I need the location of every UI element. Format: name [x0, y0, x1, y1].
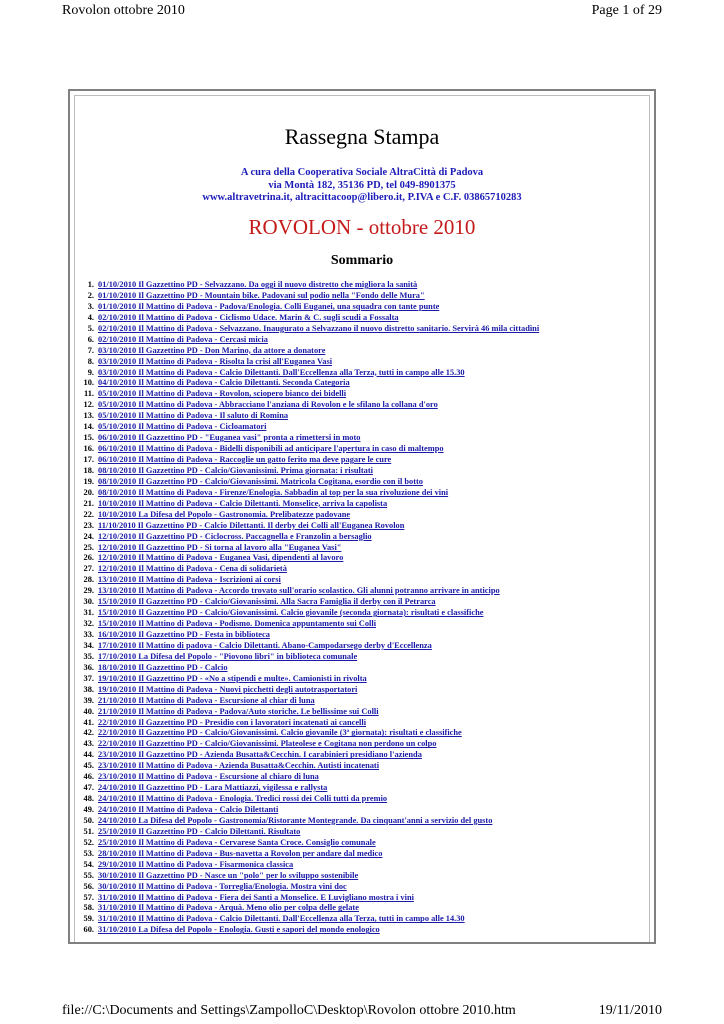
toc-item-link[interactable]: 01/10/2010 Il Mattino di Padova - Padova/Enologia. Colli Euganei, una squadra con tante punte: [98, 301, 440, 311]
toc-item: [76, 302, 636, 313]
toc-item-link[interactable]: 31/10/2010 Il Mattino di Padova - Arquà. Meno olio per colpa delle gelate: [98, 903, 359, 913]
toc-item-link[interactable]: 21/10/2010 Il Mattino di Padova - Padova/Auto storiche. Le bellissime sui Colli: [98, 706, 379, 716]
toc-item-link[interactable]: 31/10/2010 Il Mattino di Padova - Fiera dei Santi a Monselice. E Luvigliano mostra i vini: [98, 892, 414, 902]
toc-item-number: 29.: [83, 586, 94, 596]
toc-item-link[interactable]: 31/10/2010 Il Mattino di Padova - Calcio Dilettanti. Dall'Eccellenza alla Terza, tutti in campo alle 14.30: [98, 914, 465, 924]
toc-item-link[interactable]: 15/10/2010 Il Gazzettino PD - Calcio/Giovanissimi. Calcio giovanile (seconda giornata): risultati e classifiche: [98, 608, 484, 618]
cooperative-credit: A cura della Cooperativa Sociale AltraCittà di Padova: [240, 167, 484, 178]
toc-item: [76, 696, 636, 707]
toc-item-link[interactable]: 30/10/2010 Il Mattino di Padova - Torreglia/Enologia. Mostra vini doc: [98, 881, 347, 891]
toc-item-number: 46.: [83, 772, 94, 782]
toc-item-link[interactable]: 25/10/2010 Il Mattino di Padova - Cervarese Santa Croce. Consiglio comunale: [98, 837, 376, 847]
toc-item: [76, 827, 636, 838]
toc-item-number: 22.: [83, 509, 94, 519]
toc-item-number: 13.: [83, 411, 94, 421]
toc-item: [76, 553, 636, 564]
toc-item: [76, 794, 636, 805]
toc-item-number: 24.: [83, 531, 94, 541]
toc-item: [76, 903, 636, 914]
toc-item-number: 45.: [83, 761, 94, 771]
toc-item-link[interactable]: 25/10/2010 Il Gazzettino PD - Calcio Dilettanti. Risultato: [98, 826, 301, 836]
toc-item-number: 49.: [83, 805, 94, 814]
toc-item-number: 14.: [83, 422, 94, 432]
toc-item: [76, 805, 636, 816]
toc-item: [76, 411, 636, 422]
toc-item-number: 56.: [83, 881, 94, 891]
toc-item-number: 47.: [83, 783, 94, 793]
toc-item-link[interactable]: 08/10/2010 Il Gazzettino PD - Calcio/Giovanissimi. Matricola Cogitana, esordio con il botto: [98, 476, 423, 486]
toc-item-number: 58.: [83, 903, 94, 913]
toc-item-link[interactable]: 02/10/2010 Il Mattino di Padova - Ciclismo Udace. Marin & C. sugli scudi a Fossalta: [98, 312, 399, 322]
toc-item-number: 33.: [83, 630, 94, 639]
toc-item-link[interactable]: 05/10/2010 Il Mattino di Padova - Il saluto di Romina: [98, 411, 289, 421]
toc-item-link[interactable]: 19/10/2010 Il Mattino di Padova - Nuovi picchetti degli autotrasportatori: [98, 684, 358, 694]
toc-item-number: 16.: [83, 444, 94, 454]
toc-item: [76, 925, 636, 936]
toc-item-link[interactable]: 02/10/2010 Il Mattino di Padova - Cercasi micia: [98, 334, 268, 344]
toc-item: [76, 433, 636, 444]
toc-item: [76, 346, 636, 357]
document-title: Rassegna Stampa: [284, 124, 440, 149]
toc-item-link[interactable]: 17/10/2010 Il Mattino di padova - Calcio Dilettanti. Abano-Campodarsego derby d'Eccellenza: [98, 640, 432, 650]
toc-item-number: 55.: [83, 870, 94, 880]
toc-item-number: 51.: [83, 826, 94, 836]
toc-item: [76, 674, 636, 685]
toc-item-number: 28.: [83, 575, 94, 585]
toc-item: [76, 685, 636, 696]
toc-item-link[interactable]: 12/10/2010 Il Mattino di Padova - Euganea Vasi, dipendenti al lavoro: [98, 553, 344, 563]
toc-item-link[interactable]: 13/10/2010 Il Mattino di Padova - Accordo trovato sull'orario scolastico. Gli alunni potranno arrivare in anticipo: [98, 586, 500, 596]
toc-item-link[interactable]: 06/10/2010 Il Mattino di Padova - Raccoglie un gatto ferito ma deve pagare le cure: [98, 455, 392, 464]
toc-item-number: 19.: [83, 476, 94, 486]
print-footer-date: 19/11/2010: [598, 1003, 662, 1018]
toc-item-number: 6.: [87, 334, 94, 344]
toc-item: [76, 586, 636, 597]
toc-item: [76, 335, 636, 346]
toc-item-link[interactable]: 22/10/2010 Il Gazzettino PD - Presidio con i lavoratori incatenati ai cancelli: [98, 717, 367, 727]
toc-item-link[interactable]: 12/10/2010 Il Mattino di Padova - Cena di solidarietà: [98, 564, 287, 574]
document-subtitle: ROVOLON - ottobre 2010: [248, 215, 476, 239]
toc-item-link[interactable]: 30/10/2010 Il Gazzettino PD - Nasce un "polo" per lo sviluppo sostenibile: [98, 870, 359, 880]
toc-item-number: 35.: [83, 651, 94, 661]
toc-item-link[interactable]: 11/10/2010 Il Gazzettino PD - Calcio Dilettanti. Il derby dei Colli all'Euganea Rovolon: [98, 520, 405, 530]
toc-item: [76, 466, 636, 477]
toc-item: [76, 893, 636, 904]
toc-item-link[interactable]: 03/10/2010 Il Gazzettino PD - Don Marino, da attore a donatore: [98, 345, 326, 355]
toc-item-number: 27.: [83, 564, 94, 574]
toc-item-number: 30.: [83, 597, 94, 607]
toc-item-number: 31.: [83, 608, 94, 618]
toc-item-number: 10.: [83, 378, 94, 388]
toc-item-link[interactable]: 01/10/2010 Il Gazzettino PD - Mountain bike. Padovani sul podio nella "Fondo delle Mura": [98, 290, 425, 300]
toc-item: [76, 882, 636, 893]
toc-item-link[interactable]: 21/10/2010 Il Mattino di Padova - Escursione al chiar di luna: [98, 695, 315, 705]
toc-item-number: 57.: [83, 892, 94, 902]
toc-item: [76, 597, 636, 608]
toc-item-link[interactable]: 15/10/2010 Il Mattino di Padova - Podismo. Domenica appuntamento sui Colli: [98, 619, 377, 629]
toc-item: [76, 357, 636, 368]
toc-item: [76, 521, 636, 532]
toc-item-link[interactable]: 17/10/2010 La Difesa del Popolo - "Piovono libri" in biblioteca comunale: [98, 651, 358, 661]
toc-item-number: 20.: [83, 487, 94, 497]
toc-item-number: 44.: [83, 750, 94, 760]
toc-item-number: 39.: [83, 695, 94, 705]
toc-item: [76, 761, 636, 772]
toc-item-link[interactable]: 10/10/2010 La Difesa del Popolo - Gastronomia. Prelibatezze padovane: [98, 509, 351, 519]
toc-item-number: 25.: [83, 542, 94, 552]
toc-item: [76, 444, 636, 455]
toc-item-link[interactable]: 24/10/2010 Il Mattino di Padova - Enologia. Tredici rossi dei Colli tutti da premio: [98, 794, 388, 804]
toc-item-number: 60.: [83, 925, 94, 935]
toc-item: [76, 422, 636, 433]
toc-item-link[interactable]: 29/10/2010 Il Mattino di Padova - Fisarmonica classica: [98, 859, 294, 869]
toc-item-number: 8.: [87, 356, 94, 366]
toc-item-number: 9.: [87, 367, 94, 377]
toc-item-number: 52.: [83, 837, 94, 847]
toc-item-link[interactable]: 23/10/2010 Il Mattino di Padova - Azienda Busatta&Cecchin. Autisti incatenati: [98, 761, 380, 771]
toc-item: [76, 838, 636, 849]
toc-item-number: 36.: [83, 662, 94, 672]
toc-item-link[interactable]: 06/10/2010 Il Gazzettino PD - "Euganea vasi" pronta a rimettersi in moto: [98, 433, 361, 443]
toc-item-link[interactable]: 01/10/2010 Il Gazzettino PD - Selvazzano. Da oggi il nuovo distretto che migliora la sanità: [98, 280, 418, 289]
toc-item-number: 42.: [83, 728, 94, 738]
toc-item-number: 34.: [83, 640, 94, 650]
toc-item-link[interactable]: 03/10/2010 Il Mattino di Padova - Risolta la crisi all'Euganea Vasi: [98, 356, 333, 366]
toc-item-number: 59.: [83, 914, 94, 924]
toc-item-number: 2.: [87, 290, 94, 300]
toc-item-link[interactable]: 15/10/2010 Il Gazzettino PD - Calcio/Giovanissimi. Alla Sacra Famiglia il derby con il Petrarca: [98, 597, 436, 607]
toc-item-link[interactable]: 28/10/2010 Il Mattino di Padova - Bus-navetta a Rovolon per andare dal medico: [98, 848, 383, 858]
toc-item-number: 23.: [83, 520, 94, 530]
toc-item-link[interactable]: 04/10/2010 Il Mattino di Padova - Calcio Dilettanti. Seconda Categoria: [98, 378, 350, 388]
print-footer-file-path: file://C:\Documents and Settings\ZampolloC\Desktop\Rovolon ottobre 2010.htm: [62, 1003, 516, 1018]
toc-item-link[interactable]: 05/10/2010 Il Mattino di Padova - Rovolon, sciopero bianco dei bidelli: [98, 389, 347, 399]
print-header-title: Rovolon ottobre 2010: [62, 3, 185, 18]
toc-item: [76, 750, 636, 761]
toc-item-link[interactable]: 12/10/2010 Il Gazzettino PD - Si torna al lavoro alla "Euganea Vasi": [98, 542, 342, 552]
table-of-contents-heading: Sommario: [330, 253, 394, 268]
toc-item: [76, 739, 636, 750]
toc-item-number: 38.: [83, 684, 94, 694]
toc-item: [76, 532, 636, 543]
toc-item: [76, 564, 636, 575]
toc-item-link[interactable]: 05/10/2010 Il Mattino di Padova - Abbracciano l'anziana di Rovolon e le sfilano la collana d'oro: [98, 400, 438, 410]
toc-item: [76, 783, 636, 794]
toc-item-link[interactable]: 24/10/2010 Il Mattino di Padova - Calcio Dilettanti: [98, 805, 279, 814]
toc-item: [76, 455, 636, 466]
toc-item-number: 41.: [83, 717, 94, 727]
toc-item-number: 43.: [83, 739, 94, 749]
print-header-page-number: Page 1 of 29: [591, 3, 662, 18]
toc-item-number: 32.: [83, 619, 94, 629]
toc-item-number: 18.: [83, 465, 94, 475]
toc-item-number: 11.: [83, 389, 94, 399]
toc-item-number: 26.: [83, 553, 94, 563]
toc-item: [76, 499, 636, 510]
toc-item: [76, 641, 636, 652]
toc-item-link[interactable]: 23/10/2010 Il Gazzettino PD - Azienda Busatta&Cecchin. I carabinieri presidiano l'azienda: [98, 750, 422, 760]
toc-item: [76, 816, 636, 827]
toc-item: [76, 772, 636, 783]
toc-item-number: 50.: [83, 815, 94, 825]
toc-item: [76, 707, 636, 718]
toc-item: [76, 849, 636, 860]
toc-item: [76, 280, 636, 291]
toc-item-number: 48.: [83, 794, 94, 804]
toc-item-number: 5.: [87, 323, 94, 333]
toc-item: [76, 324, 636, 335]
toc-item-number: 37.: [83, 673, 94, 683]
toc-item-link[interactable]: 22/10/2010 Il Gazzettino PD - Calcio/Giovanissimi. Plateolese e Cogitana non perdono un colpo: [98, 739, 437, 749]
toc-item: [76, 575, 636, 586]
cooperative-contacts: www.altravetrina.it, altracittacoop@libero.it, P.IVA e C.F. 03865710283: [202, 192, 522, 203]
toc-item-link[interactable]: 24/10/2010 La Difesa del Popolo - Gastronomia/Ristorante Montegrande. Da cinquant'anni a servizio del gusto: [98, 815, 493, 825]
toc-item: [76, 663, 636, 674]
toc-item-link[interactable]: 12/10/2010 Il Gazzettino PD - Ciclocross. Paccagnella e Franzolin a bersaglio: [98, 531, 372, 541]
toc-item: [76, 368, 636, 379]
toc-item-number: 3.: [87, 301, 94, 311]
toc-item-number: 21.: [83, 498, 94, 508]
toc-item-number: 53.: [83, 848, 94, 858]
toc-item: [76, 291, 636, 302]
toc-item-link[interactable]: 06/10/2010 Il Mattino di Padova - Bidelli disponibili ad anticipare l'apertura in caso di maltempo: [98, 444, 444, 454]
toc-item: [76, 400, 636, 411]
toc-item-link[interactable]: 24/10/2010 Il Gazzettino PD - Lara Mattiazzi, vigilessa e rallysta: [98, 783, 328, 793]
toc-item: [76, 652, 636, 663]
toc-item-link[interactable]: 03/10/2010 Il Mattino di Padova - Calcio Dilettanti. Dall'Eccellenza alla Terza, tutti in campo alle 15.30: [98, 367, 465, 377]
toc-item-number: 4.: [87, 312, 94, 322]
toc-item: [76, 608, 636, 619]
toc-item: [76, 871, 636, 882]
toc-item: [76, 718, 636, 729]
toc-item-number: 1.: [87, 280, 94, 289]
toc-item: [76, 477, 636, 488]
toc-item-number: 40.: [83, 706, 94, 716]
toc-item-link[interactable]: 10/10/2010 Il Mattino di Padova - Calcio Dilettanti. Monselice, arriva la capolista: [98, 498, 388, 508]
toc-item: [76, 619, 636, 630]
toc-item-link[interactable]: 19/10/2010 Il Gazzettino PD - «No a stipendi e multe». Camionisti in rivolta: [98, 673, 367, 683]
toc-item-link[interactable]: 05/10/2010 Il Mattino di Padova - Cicloamatori: [98, 422, 267, 432]
toc-item: [76, 543, 636, 554]
toc-item-number: 12.: [83, 400, 94, 410]
toc-item: [76, 630, 636, 641]
toc-item-link[interactable]: 08/10/2010 Il Mattino di Padova - Firenze/Enologia. Sabbadin al top per la sua rivoluzione dei vini: [98, 487, 449, 497]
toc-item: [76, 860, 636, 871]
toc-item: [76, 510, 636, 521]
toc-item-link[interactable]: 02/10/2010 Il Mattino di Padova - Selvazzano. Inaugurato a Selvazzano il nuovo distretto sanitario. Servirà 46 mila cittadini: [98, 323, 540, 333]
toc-item-link[interactable]: 16/10/2010 Il Gazzettino PD - Festa in biblioteca: [98, 630, 270, 639]
cooperative-address: via Montà 182, 35136 PD, tel 049-8901375: [268, 180, 456, 191]
toc-item: [76, 488, 636, 499]
toc-item: [76, 313, 636, 324]
toc-item-link[interactable]: 31/10/2010 La Difesa del Popolo - Enologia. Gusti e sapori del mondo enologico: [98, 925, 380, 935]
toc-item: [76, 914, 636, 925]
toc-item: [76, 389, 636, 400]
toc-item-link[interactable]: 22/10/2010 Il Gazzettino PD - Calcio/Giovanissimi. Calcio giovanile (3ª giornata): risultati e classifiche: [98, 728, 462, 738]
toc-item-link[interactable]: 08/10/2010 Il Gazzettino PD - Calcio/Giovanissimi. Prima giornata: i risultati: [98, 465, 373, 475]
toc-item: [76, 378, 636, 389]
toc-item-number: 54.: [83, 859, 94, 869]
toc-item-link[interactable]: 23/10/2010 Il Mattino di Padova - Escursione al chiaro di luna: [98, 772, 319, 782]
toc-item-number: 15.: [83, 433, 94, 443]
toc-item-number: 17.: [83, 455, 94, 464]
toc-item-link[interactable]: 13/10/2010 Il Mattino di Padova - Iscrizioni ai corsi: [98, 575, 281, 585]
table-of-contents-list: [76, 280, 636, 936]
toc-item-link[interactable]: 18/10/2010 Il Gazzettino PD - Calcio: [98, 662, 228, 672]
toc-item-number: 7.: [87, 345, 94, 355]
toc-item: [76, 728, 636, 739]
